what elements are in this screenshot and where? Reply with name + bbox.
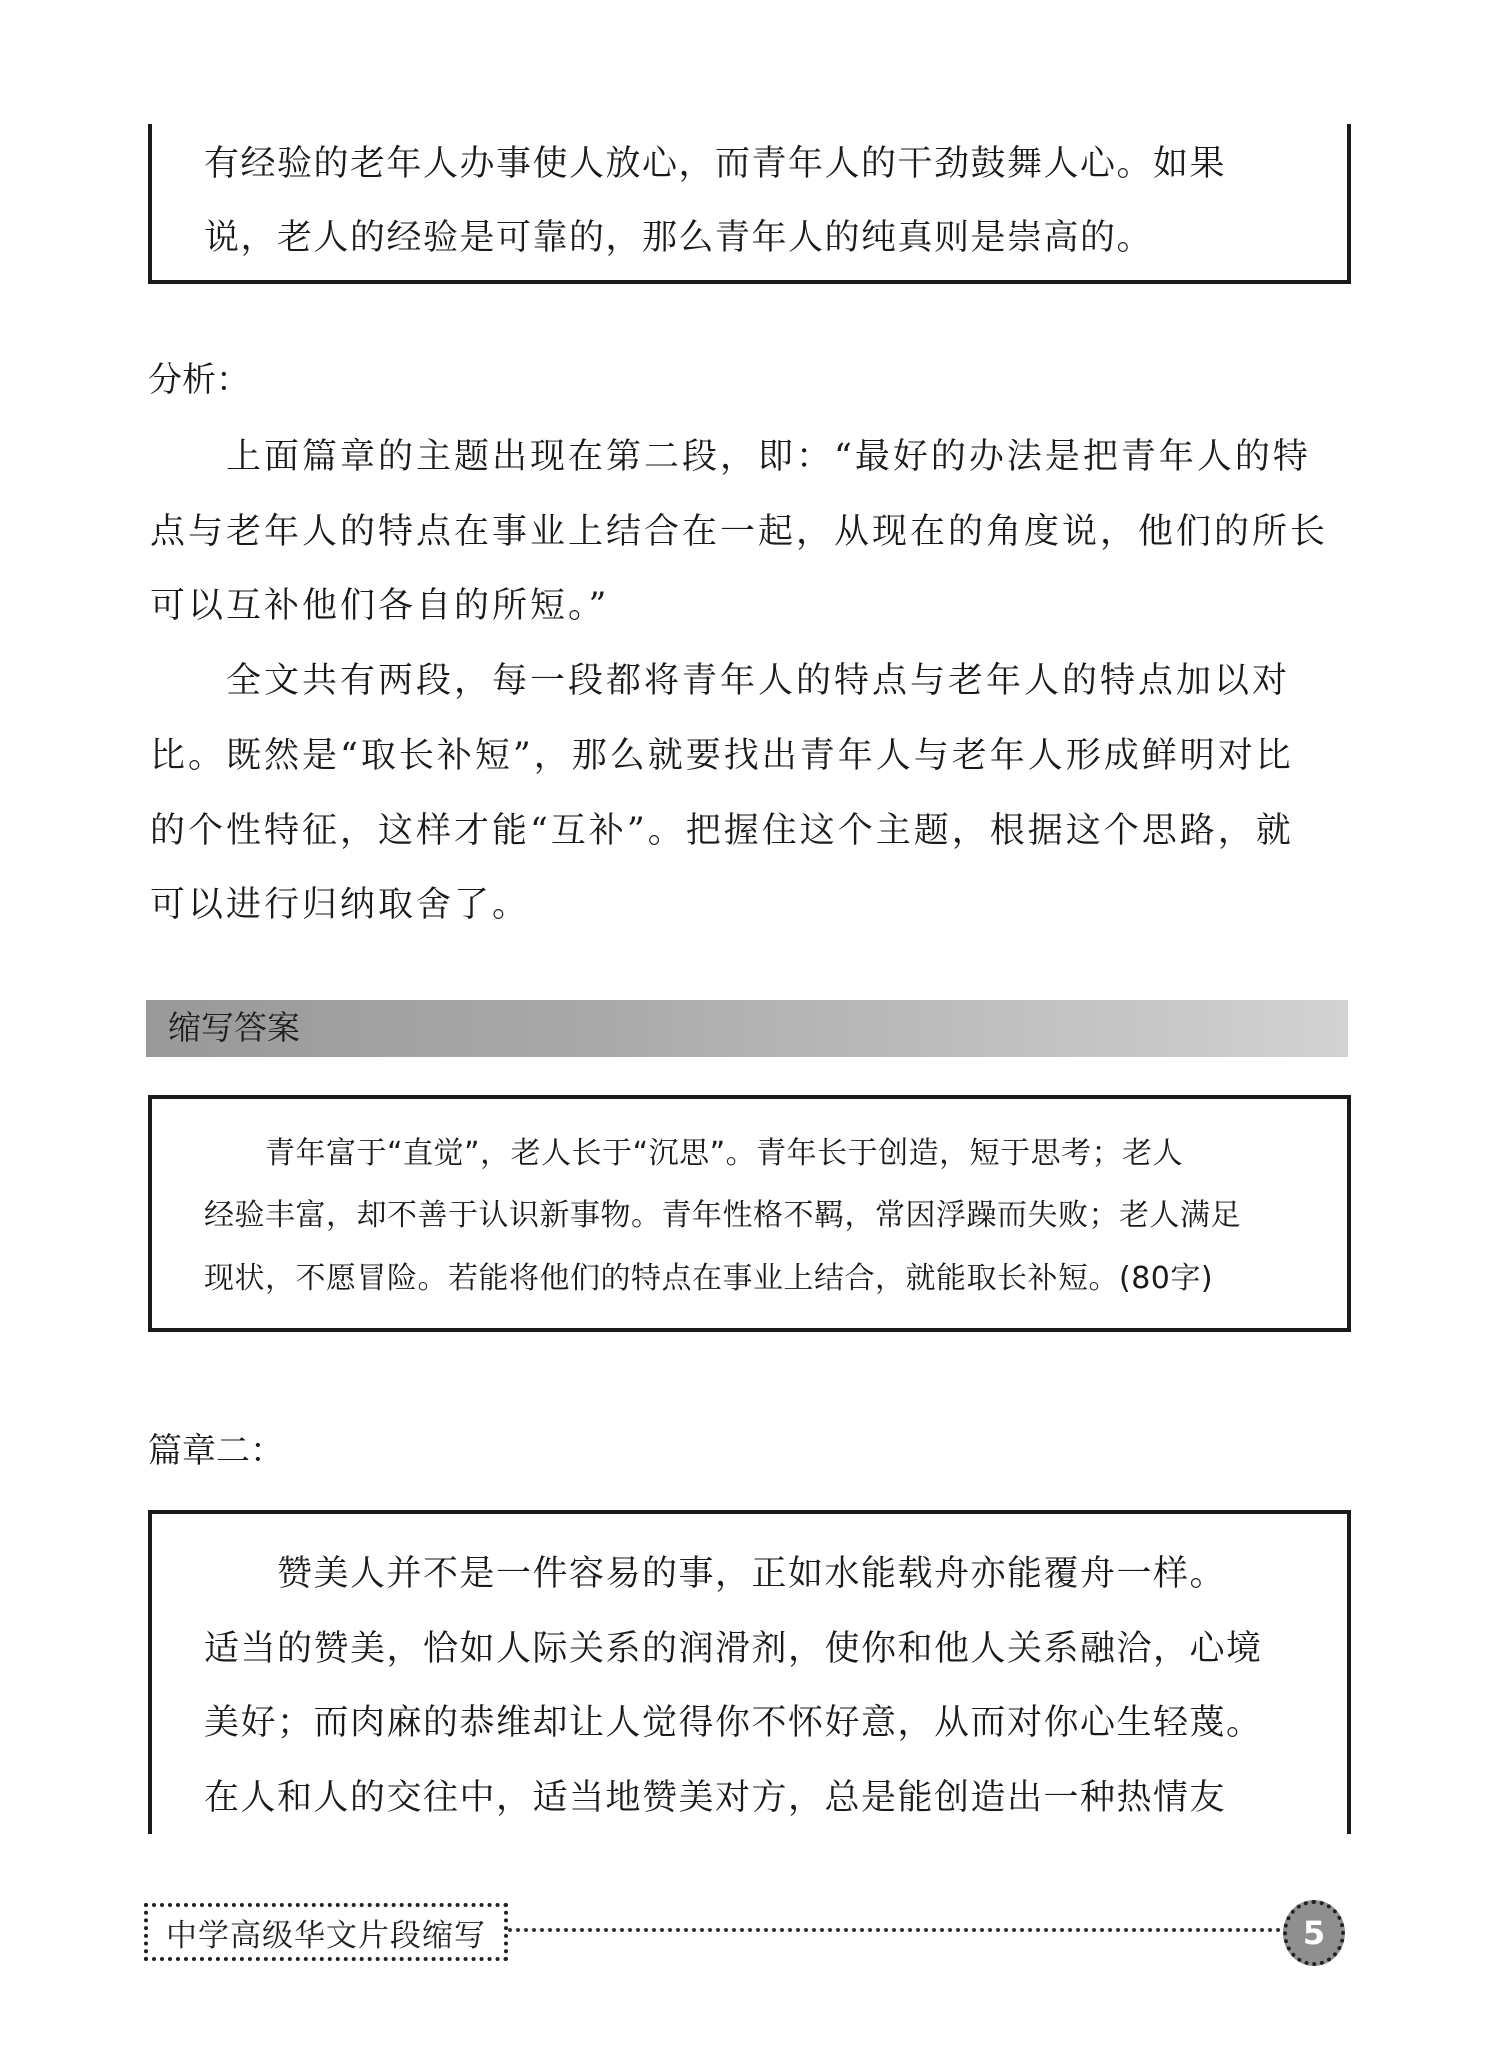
analysis-line: 全文共有两段，每一段都将青年人的特点与老年人的特点加以对 [150,661,1291,701]
answer-box [148,1095,1351,1332]
answer-line: 现状，不愿冒险。若能将他们的特点在事业上结合，就能取长补短。(80字) [204,1261,1214,1296]
excerpt-line: 有经验的老年人办事使人放心，而青年人的干劲鼓舞人心。如果 [204,144,1227,184]
analysis-heading: 分析： [148,360,250,400]
analysis-line: 上面篇章的主题出现在第二段，即：“最好的办法是把青年人的特 [150,437,1311,477]
excerpt-line: 说，老人的经验是可靠的，那么青年人的纯真则是崇高的。 [204,218,1154,258]
excerpt-line: 美好；而肉麻的恭维却让人觉得你不怀好意，从而对你心生轻蔑。 [204,1703,1263,1743]
analysis-line: 点与老年人的特点在事业上结合在一起，从现在的角度说，他们的所长 [150,512,1329,552]
analysis-line: 可以互补他们各自的所短。” [150,586,610,626]
answer-section-title: 缩写答案 [168,1008,300,1047]
excerpt-line: 赞美人并不是一件容易的事，正如水能载舟亦能覆舟一样。 [204,1554,1227,1594]
page-number-badge: 5 [1283,1900,1345,1966]
analysis-line: 比。既然是“取长补短”，那么就要找出青年人与老年人形成鲜明对比 [150,736,1294,776]
footer-book-title: 中学高级华文片段缩写 [144,1903,508,1961]
answer-line: 经验丰富，却不善于认识新事物。青年性格不羁，常因浮躁而失败；老人满足 [204,1198,1241,1233]
excerpt-box-continued [148,124,1351,284]
excerpt-line: 在人和人的交往中，适当地赞美对方，总是能创造出一种热情友 [204,1778,1227,1818]
analysis-line: 的个性特征，这样才能“互补”。把握住这个主题，根据这个思路，就 [150,811,1294,851]
chapter-two-excerpt-box [148,1510,1351,1834]
answer-line: 青年富于“直觉”，老人长于“沉思”。青年长于创造，短于思考；老人 [204,1136,1184,1171]
footer-dotted-rule [508,1928,1281,1932]
chapter-two-heading: 篇章二： [148,1431,284,1471]
analysis-line: 可以进行归纳取舍了。 [150,885,531,925]
excerpt-line: 适当的赞美，恰如人际关系的润滑剂，使你和他人关系融洽，心境 [204,1629,1263,1669]
answer-section-header [146,1000,1348,1057]
